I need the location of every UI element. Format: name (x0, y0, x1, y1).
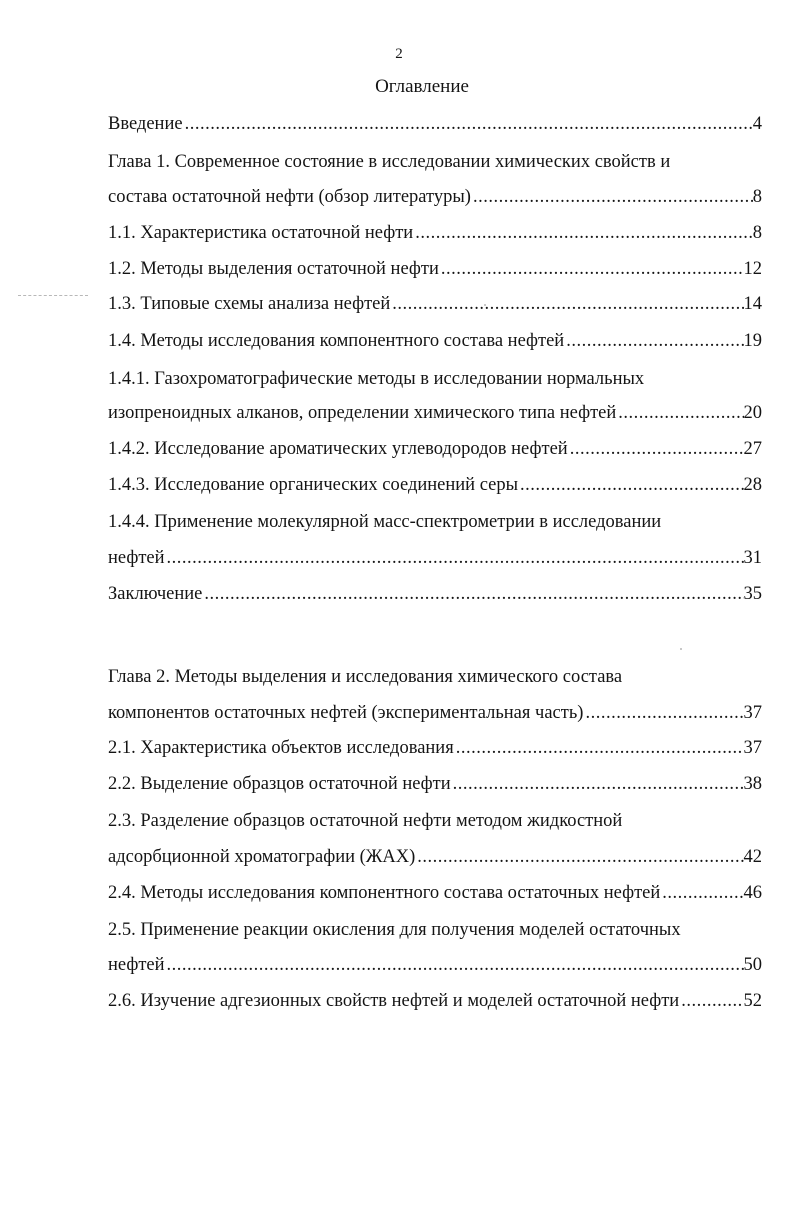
toc-entry-title: Введение (108, 114, 183, 134)
toc-entry[interactable] (108, 844, 762, 870)
toc-entry-page: 37 (743, 703, 762, 723)
toc-entry-title: 2.3. Разделение образцов остаточной нефти методом жидкостной (108, 811, 623, 831)
toc-entry-title: нефтей (108, 955, 165, 975)
toc-leader-dots (616, 400, 743, 426)
toc-leader-dots (413, 220, 753, 246)
toc-leader-dots (583, 700, 743, 726)
toc-entry-page: 35 (743, 584, 762, 604)
toc-entry-line[interactable] (108, 664, 762, 690)
toc-entry-title: 1.4.1. Газохроматографические методы в исследовании нормальных (108, 369, 645, 389)
toc-entry-title: 1.4.4. Применение молекулярной масс-спектрометрии в исследовании (108, 512, 662, 532)
toc-entry-page: 19 (743, 331, 762, 351)
toc-leader-dots (454, 735, 744, 761)
toc-entry-page: 4 (752, 114, 762, 134)
toc-entry-title: адсорбционной хроматографии (ЖАХ) (108, 847, 416, 867)
toc-entry-line[interactable] (108, 509, 762, 535)
toc-entry-title: 1.3. Типовые схемы анализа нефтей (108, 294, 391, 314)
page-number: 2 (395, 46, 403, 62)
toc-leader-dots (390, 291, 743, 317)
toc-leader-dots (415, 844, 743, 870)
toc-entry[interactable] (108, 880, 762, 906)
toc-entry-page: 14 (743, 294, 762, 314)
toc-entry[interactable] (108, 771, 762, 797)
toc-entry[interactable] (108, 700, 762, 726)
toc-leader-dots (165, 952, 744, 978)
toc-entry-title: 1.4. Методы исследования компонентного состава нефтей (108, 331, 565, 351)
toc-entry[interactable] (108, 184, 762, 210)
toc-entry[interactable] (108, 735, 762, 761)
toc-entry-line[interactable] (108, 917, 762, 943)
toc-entry-title: Глава 2. Методы выделения и исследования химического состава (108, 667, 623, 687)
toc-entry[interactable] (108, 328, 762, 354)
toc-entry-page: 42 (743, 847, 762, 867)
toc-leader-dots (183, 111, 753, 137)
toc-entry[interactable] (108, 220, 762, 246)
toc-entry-line[interactable] (108, 366, 762, 392)
toc-entry-title: 2.4. Методы исследования компонентного состава остаточных нефтей (108, 883, 661, 903)
toc-leader-dots (564, 328, 743, 354)
toc-entry[interactable] (108, 581, 762, 607)
toc-entry[interactable] (108, 988, 762, 1014)
toc-entry-page: 52 (743, 991, 762, 1011)
toc-entry-title: 1.1. Характеристика остаточной нефти (108, 223, 414, 243)
toc-entry-line[interactable] (108, 149, 762, 175)
toc-entry[interactable] (108, 400, 762, 426)
toc-leader-dots (451, 771, 744, 797)
toc-entry-page: 20 (743, 403, 762, 423)
scan-speck (680, 648, 682, 650)
toc-entry-title: 2.1. Характеристика объектов исследования (108, 738, 454, 758)
toc-leader-dots (471, 184, 753, 210)
toc-entry-title: 1.2. Методы выделения остаточной нефти (108, 259, 439, 279)
toc-entry-title: 1.4.3. Исследование органических соединений серы (108, 475, 519, 495)
toc-entry-title: 2.2. Выделение образцов остаточной нефти (108, 774, 451, 794)
toc-entry-page: 37 (743, 738, 762, 758)
toc-entry-title: 1.4.2. Исследование ароматических углеводородов нефтей (108, 439, 568, 459)
toc-entry[interactable] (108, 291, 762, 317)
toc-entry-title: компонентов остаточных нефтей (экспериментальная часть) (108, 703, 584, 723)
toc-entry-page: 31 (743, 548, 762, 568)
toc-entry[interactable] (108, 952, 762, 978)
toc-leader-dots (165, 545, 744, 571)
toc-leader-dots (439, 256, 744, 282)
toc-entry-title: состава остаточной нефти (обзор литературы) (108, 187, 471, 207)
toc-entry[interactable] (108, 472, 762, 498)
toc-entry[interactable] (108, 436, 762, 462)
toc-leader-dots (679, 988, 743, 1014)
toc-leader-dots (202, 581, 743, 607)
toc-entry-page: 28 (743, 475, 762, 495)
toc-entry-page: 12 (743, 259, 762, 279)
toc-entry-page: 27 (743, 439, 762, 459)
toc-entry[interactable] (108, 256, 762, 282)
toc-entry-page: 46 (743, 883, 762, 903)
toc-entry-page: 8 (752, 223, 762, 243)
toc-entry[interactable] (108, 111, 762, 137)
toc-entry-page: 8 (752, 187, 762, 207)
toc-entry-title: изопреноидных алканов, определении химического типа нефтей (108, 403, 617, 423)
toc-entry[interactable] (108, 545, 762, 571)
toc-leader-dots (518, 472, 743, 498)
toc-entry-title: 2.5. Применение реакции окисления для получения моделей остаточных (108, 920, 681, 940)
toc-entry-line[interactable] (108, 808, 762, 834)
toc-entry-page: 38 (743, 774, 762, 794)
toc-entry-title: Глава 1. Современное состояние в исследовании химических свойств и (108, 152, 671, 172)
toc-leader-dots (568, 436, 744, 462)
toc-title: Оглавление (375, 76, 469, 97)
toc-entry-title: 2.6. Изучение адгезионных свойств нефтей и моделей остаточной нефти (108, 991, 680, 1011)
toc-leader-dots (660, 880, 743, 906)
toc-entry-title: Заключение (108, 584, 203, 604)
toc-entry-title: нефтей (108, 548, 165, 568)
margin-scan-mark (18, 295, 88, 298)
toc-entry-page: 50 (743, 955, 762, 975)
